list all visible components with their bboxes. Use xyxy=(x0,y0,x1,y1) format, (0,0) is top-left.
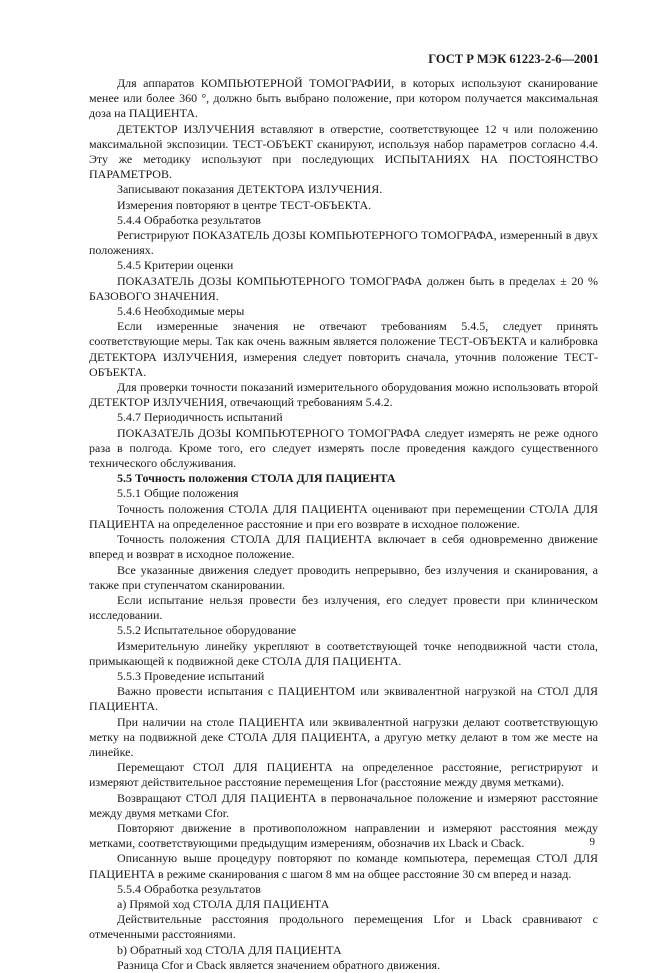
paragraph: Регистрируют ПОКАЗАТЕЛЬ ДОЗЫ КОМПЬЮТЕРНОГО ТОМОГРАФА, измеренный в двух положениях. xyxy=(89,228,598,258)
paragraph: Описанную выше процедуру повторяют по команде компьютера, перемещая СТОЛ ДЛЯ ПАЦИЕНТА в режиме сканирования с шагом 8 мм на общее расстояние 30 см вперед и назад. xyxy=(89,851,598,881)
section-heading: 5.4.5 Критерии оценки xyxy=(117,258,234,273)
document-header: ГОСТ Р МЭК 61223-2-6—2001 xyxy=(428,52,599,66)
section-heading: 5.5.4 Обработка результатов xyxy=(117,881,261,896)
paragraph: ДЕТЕКТОР ИЗЛУЧЕНИЯ вставляют в отверстие, соответствующее 12 ч или положению максимальной экспозиции. ТЕСТ-ОБЪЕКТ сканируют, используя набор параметров согласно 4.4. Эту же методику используют при последующих ИСПЫТАНИЯХ НА ПОСТОЯНСТВО ПАРАМЕТРОВ. xyxy=(89,121,598,182)
section-heading: 5.5.2 Испытательное оборудование xyxy=(117,623,297,638)
paragraph: Точность положения СТОЛА ДЛЯ ПАЦИЕНТА оценивают при перемещении СТОЛА ДЛЯ ПАЦИЕНТА на определенное расстояние и при его возврате в исходное положение. xyxy=(89,501,598,531)
paragraph: При наличии на столе ПАЦИЕНТА или эквивалентной нагрузки делают соответствующую метку на подвижной деке СТОЛА ДЛЯ ПАЦИЕНТА, а другую метку делают в том же месте на линейке. xyxy=(89,714,598,759)
paragraph: Для проверки точности показаний измерительного оборудования можно использовать второй ДЕТЕКТОР ИЗЛУЧЕНИЯ, отвечающий требованиям 5.4.2. xyxy=(89,380,598,410)
paragraph: Важно провести испытания с ПАЦИЕНТОМ или эквивалентной нагрузкой на СТОЛ ДЛЯ ПАЦИЕНТА. xyxy=(89,684,598,714)
paragraph: Точность положения СТОЛА ДЛЯ ПАЦИЕНТА включает в себя одновременно движение вперед и возврат в исходное положение. xyxy=(89,532,598,562)
paragraph: Все указанные движения следует проводить непрерывно, без излучения и сканирования, а также при ступенчатом сканировании. xyxy=(89,562,598,592)
paragraph: Действительные расстояния продольного перемещения Lfor и Lback сравнивают с отмеченными расстояниями. xyxy=(89,912,598,942)
paragraph: Записывают показания ДЕТЕКТОРА ИЗЛУЧЕНИЯ. xyxy=(117,182,383,197)
paragraph: Возвращают СТОЛ ДЛЯ ПАЦИЕНТА в первоначальное положение и измеряют расстояние между двумя метками Cfor. xyxy=(89,790,598,820)
paragraph: Перемещают СТОЛ ДЛЯ ПАЦИЕНТА на определенное расстояние, регистрируют и измеряют действительное расстояние перемещения Lfor (расстояние между двумя метками). xyxy=(89,760,598,790)
section-heading: 5.5.1 Общие положения xyxy=(117,486,239,501)
section-heading: 5.4.6 Необходимые меры xyxy=(117,304,245,319)
section-heading: 5.5.3 Проведение испытаний xyxy=(117,668,265,683)
section-heading: 5.4.7 Периодичность испытаний xyxy=(117,410,283,425)
section-heading: 5.4.4 Обработка результатов xyxy=(117,212,261,227)
paragraph: Для аппаратов КОМПЬЮТЕРНОЙ ТОМОГРАФИИ, в которых используют сканирование менее или более 360 °, должно быть выбрано положение, при котором получается максимальная доза на ПАЦИЕНТА. xyxy=(89,76,598,121)
section-title: 5.5 Точность положения СТОЛА ДЛЯ ПАЦИЕНТА xyxy=(117,471,396,486)
list-item: b) Обратный ход СТОЛА ДЛЯ ПАЦИЕНТА xyxy=(117,942,342,957)
paragraph: Измерительную линейку укрепляют в соответствующей точке неподвижной части стола, примыкающей к подвижной деке СТОЛА ДЛЯ ПАЦИЕНТА. xyxy=(89,638,598,668)
paragraph: Повторяют движение в противоположном направлении и измеряют расстояния между метками, соответствующими предыдущим измерениям, обозначив их Lback и Cback. xyxy=(89,820,598,851)
document-body xyxy=(89,76,598,973)
paragraph: ПОКАЗАТЕЛЬ ДОЗЫ КОМПЬЮТЕРНОГО ТОМОГРАФА следует измерять не реже одного раза в полгода. Кроме того, его следует измерять после проведения каждого существенного технического обслуживания. xyxy=(89,425,598,471)
paragraph: Если испытание нельзя провести без излучения, его следует провести при клиническом исследовании. xyxy=(89,592,598,623)
paragraph: ПОКАЗАТЕЛЬ ДОЗЫ КОМПЬЮТЕРНОГО ТОМОГРАФА должен быть в пределах ± 20 % БАЗОВОГО ЗНАЧЕНИЯ. xyxy=(89,273,598,303)
paragraph: Если измеренные значения не отвечают требованиям 5.4.5, следует принять соответствующие меры. Так как очень важным является положение ТЕСТ-ОБЪЕКТА и калибровка ДЕТЕКТОРА ИЗЛУЧЕНИЯ, измерения следует повторить сначала, уточнив положение ТЕСТ-ОБЪЕКТА. xyxy=(89,319,598,379)
paragraph: Измерения повторяют в центре ТЕСТ-ОБЪЕКТА. xyxy=(117,197,372,212)
list-item: a) Прямой ход СТОЛА ДЛЯ ПАЦИЕНТА xyxy=(117,896,330,911)
page-number: 9 xyxy=(589,836,595,848)
paragraph: Разница Cfor и Cback является значением обратного движения. xyxy=(117,957,441,972)
